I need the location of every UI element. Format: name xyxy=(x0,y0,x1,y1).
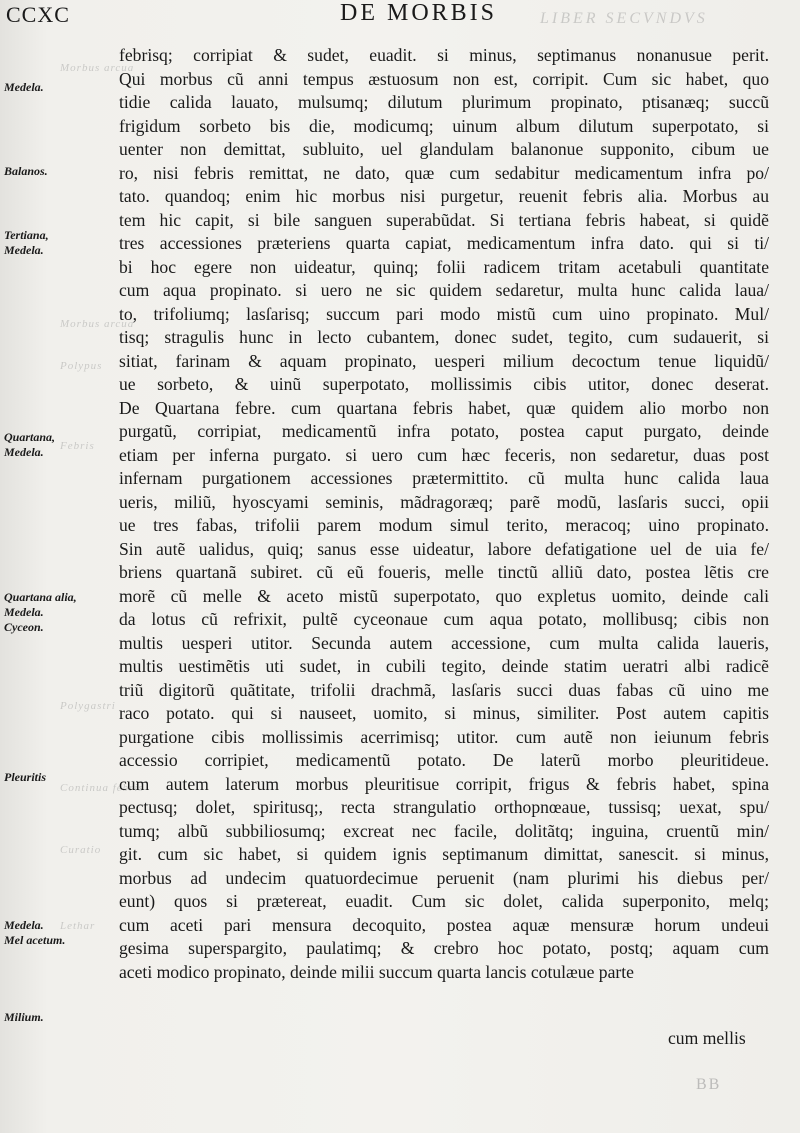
margin-note-line: Medela. xyxy=(4,80,44,94)
text-line: pectusq; dolet, spiritusq;, recta strangulatio orthopnœaue, tussisq; uexat, spu/ xyxy=(119,797,769,817)
show-through-text: Morbus arcua xyxy=(60,62,135,74)
text-line: Qui morbus cũ anni tempus æstuosum non est, corripit. Cum sic habet, quo xyxy=(119,68,769,89)
text-line: bi hoc egere non uideatur, quinq; folii radicem tritam acetabuli quantitate xyxy=(119,256,769,277)
running-head: DE MORBIS xyxy=(340,0,498,26)
show-through-text: Morbus arcua xyxy=(60,318,135,330)
text-line: De Quartana febre. cum quartana febris habet, quæ quidem alio morbo non xyxy=(119,397,769,418)
text-line: eunt) quos si prætereat, euadit. Cum sic dolet, calida superponito, melq; xyxy=(119,891,769,911)
text-line: sitiat, farinam & aquam propinato, uesperi milium decoctum tenue liquidũ/ xyxy=(119,350,769,371)
text-line: purgatione cibis mollissimis acerrimisq; utitor. cum autẽ non ieiunum febris xyxy=(119,726,769,747)
text-line: triũ digitorũ quãtitate, trifolii drachmã, lasſaris succi duas fabas cũ uino me xyxy=(119,679,769,700)
margin-note-line: Cyceon. xyxy=(4,620,44,634)
margin-note-line: Quartana alia, xyxy=(4,590,77,604)
page-header xyxy=(0,0,800,30)
text-line: febrisq; corripiat & sudet, euadit. si minus, septimanus nonanusue perit. xyxy=(119,45,769,65)
text-line: briens quartanã subiret. cũ eũ foueris, melle tinctũ alliũ dato, postea lẽtis cre xyxy=(119,562,769,582)
margin-note-line: Medela. xyxy=(4,445,44,459)
margin-note-quartana xyxy=(4,430,55,460)
margin-note-line: Medela. xyxy=(4,918,44,932)
margin-note-tertiana xyxy=(4,228,49,258)
text-line: tisq; stragulis hunc in lecto cubantem, donec sudet, tegito, cum sudauerit, si xyxy=(119,327,769,347)
text-line: frigidum sorbeto bis die, modicumq; uinum album dilutum superpotato, si xyxy=(119,115,769,136)
text-line: tres accessiones præteriens quarta capiat, medicamentum infra dato. qui si ti/ xyxy=(119,233,769,253)
margin-note-line: Milium. xyxy=(4,1010,44,1024)
body-text xyxy=(119,44,769,984)
margin-note-line: Tertiana, xyxy=(4,228,49,242)
show-through-text: LIBER SECVNDVS xyxy=(540,10,708,27)
text-line: gesima superspargito, paulatimq; & crebro hoc potato, postq; aquam cum xyxy=(119,938,769,958)
text-line: Sin autẽ ualidus, quiq; sanus esse uideatur, labore defatigatione uel de uia fe/ xyxy=(119,538,769,559)
text-line: ro, nisi febris remittat, ne dato, quæ cum sedabitur medicamentum infra po/ xyxy=(119,162,769,183)
text-line: to, trifoliumq; lasſarisq; succum pari modo mistũ cum uino propinato. Mul/ xyxy=(119,303,769,324)
text-line: accessio corripiet, medicamentũ potato. De laterũ morbo pleuritideue. xyxy=(119,750,769,770)
text-line: cum aqua propinato. si uero ne sic quidem sedaretur, multa hunc calida laua/ xyxy=(119,280,769,300)
text-line: tem hic capit, si bile sanguen superabũdat. Si tertiana febris habeat, si quidẽ xyxy=(119,209,769,230)
margin-note-balanos xyxy=(4,164,48,179)
text-line: purgatũ, corripiat, medicamentũ infra potato, postea caput purgato, deinde xyxy=(119,421,769,441)
text-line: tato. quandoq; enim hic morbus nisi purgetur, reuenit febris alia. Morbus au xyxy=(119,186,769,206)
margin-note-line: Balanos. xyxy=(4,164,48,178)
catchword: cum mellis xyxy=(668,1028,746,1048)
text-line: multis uestimẽtis uti sudet, in cubili tegito, deinde statim ueratri albi radicẽ xyxy=(119,656,769,676)
margin-note-medela-mel-acetum xyxy=(4,918,65,948)
text-line: ue sorbeto, & uinũ superpotato, mollissimis cibis utitor, donec deserat. xyxy=(119,374,769,394)
margin-note-line: Medela. xyxy=(4,605,44,619)
margin-note-line: Medela. xyxy=(4,243,44,257)
show-through-text: Lethar xyxy=(60,920,96,932)
text-line: tumq; albũ subbiliosumq; excreat nec facile, dolitãtq; inguina, cruentũ min/ xyxy=(119,820,769,841)
text-line: da lotus cũ refrixit, pultẽ cyceonaue cum aqua potato, mollibusq; cibis non xyxy=(119,609,769,629)
text-line: tidie calida lauato, mulsumq; dilutum plurimum propinato, ptisanæq; succũ xyxy=(119,92,769,112)
show-through-text: Curatio xyxy=(60,844,102,856)
text-line: ueris, miliũ, hyoscyami seminis, mãdragoræq; parẽ modũ, lasſaris succi, opii xyxy=(119,491,769,512)
text-line: raco potato. qui si nauseet, uomito, si minus, similiter. Post autem capitis xyxy=(119,703,769,723)
margin-note-pleuritis xyxy=(4,770,46,785)
text-line: uenter non demittat, subluito, uel glandulam balanonue supponito, cibum ue xyxy=(119,139,769,159)
margin-note-milium xyxy=(4,1010,44,1025)
text-line: git. cum sic habet, si quidem ignis septimanum dimittat, sanescit. si minus, xyxy=(119,844,769,864)
show-through-text: Polygastri xyxy=(60,700,116,712)
margin-note-line: Pleuritis xyxy=(4,770,47,784)
margin-note-medela xyxy=(4,80,44,95)
signature-mark-show-through: BB xyxy=(696,1076,722,1093)
text-line: cum autem laterum morbus pleuritisue corripit, frigus & febris habet, spina xyxy=(119,773,769,794)
show-through-text: Polypus xyxy=(60,360,103,372)
text-line: cum aceti pari mensura decoquito, postea aquæ mensuræ horum undeui xyxy=(119,914,769,935)
show-through-text: Continua febris xyxy=(60,782,144,794)
margin-note-line: Quartana, xyxy=(4,430,56,444)
margin-note-line: Mel acetum. xyxy=(4,933,66,947)
text-line: multis uesperi utitor. Secunda autem accessione, cum multa calida laueris, xyxy=(119,632,769,653)
text-line: etiam per inferna purgato. si uero cum hæc feceris, non sedaretur, duas post xyxy=(119,444,769,465)
folio-number: CCXC xyxy=(6,2,70,27)
text-line: ue tres fabas, trifolii parem modum simul terito, meracoq; uino propinato. xyxy=(119,515,769,535)
show-through-text: Febris xyxy=(60,440,95,452)
text-line: morbus ad undecim quatuordecimue peruenit (nam plurimi his diebus per/ xyxy=(119,867,769,888)
text-line: infernam purgationem accessiones prætermittito. cũ multa hunc calida laua xyxy=(119,468,769,488)
margin-note-quartana-alia xyxy=(4,590,77,635)
text-line: aceti modico propinato, deinde milii succum quarta lancis cotulæue parte xyxy=(119,961,634,982)
text-line: morẽ cũ melle & aceto mistũ superpotato, quo expletus uomito, deinde cali xyxy=(119,585,769,606)
